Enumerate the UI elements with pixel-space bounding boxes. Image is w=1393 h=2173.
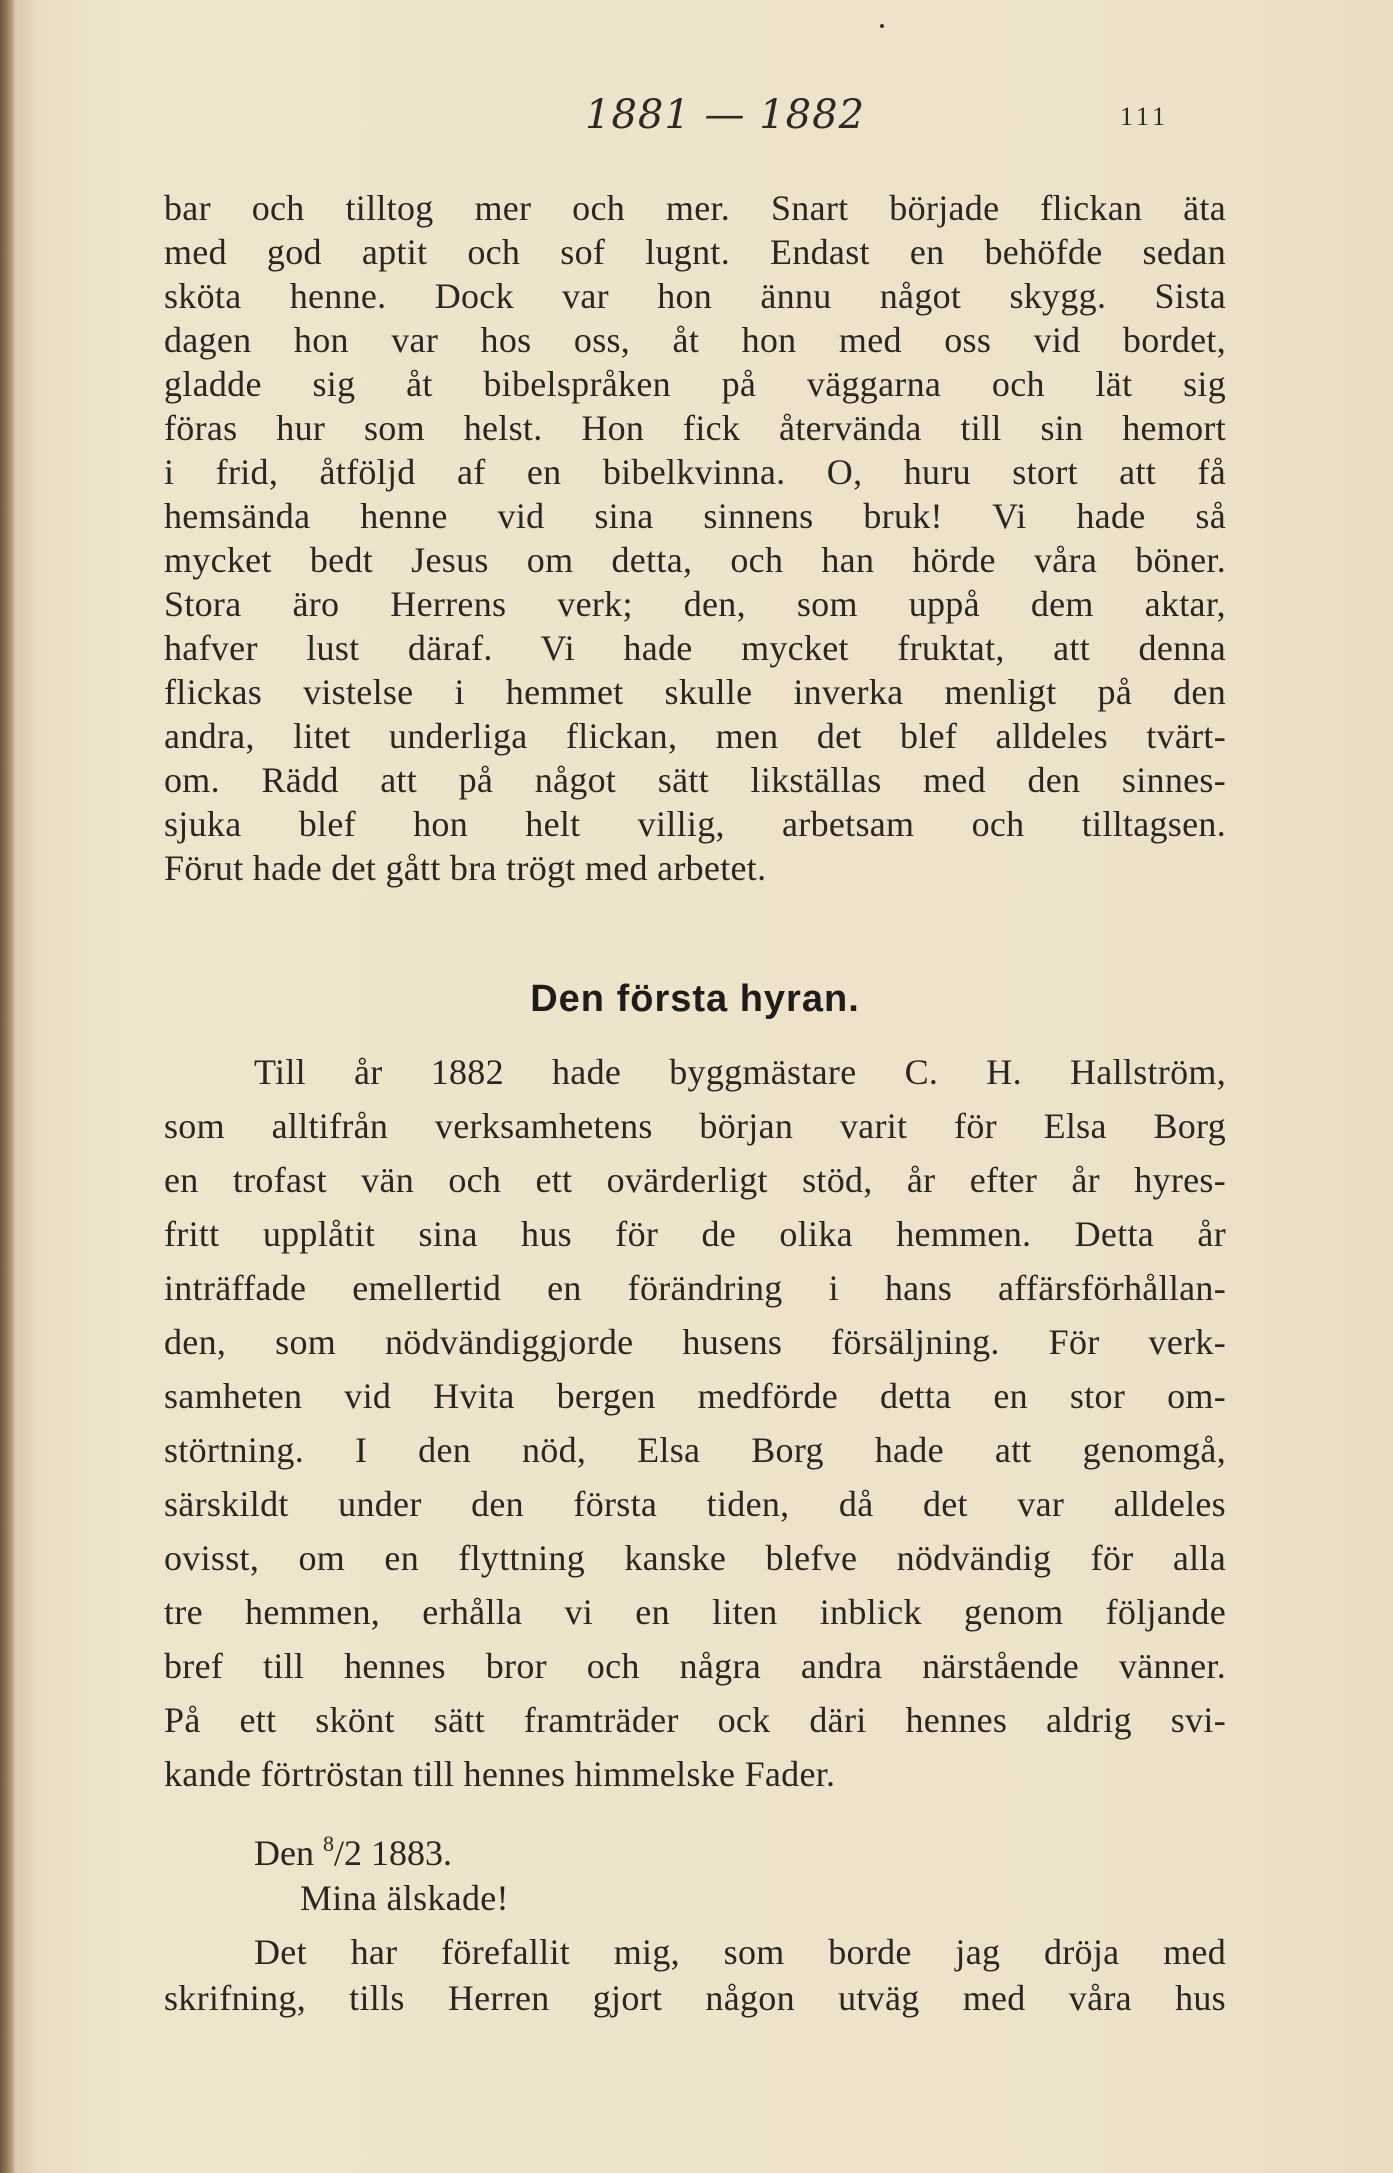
text-line: tre hemmen, erhålla vi en liten inblick genom följande [164,1592,1226,1632]
text-line: hemsända henne vid sina sinnens bruk! Vi hade så [164,496,1226,536]
paper-speck [880,24,884,28]
letter-date [254,1822,452,1875]
text-line: särskildt under den första tiden, då det var alldeles [164,1484,1226,1524]
text-line: störtning. I den nöd, Elsa Borg hade att genomgå, [164,1430,1226,1470]
text-line: andra, litet underliga flickan, men det blef alldeles tvärt- [164,716,1226,756]
text-line: fritt upplåtit sina hus för de olika hemmen. Detta år [164,1214,1226,1254]
text-line: sjuka blef hon helt villig, arbetsam och tilltagsen. [164,804,1226,844]
text-line: dagen hon var hos oss, åt hon med oss vid bordet, [164,320,1226,360]
text-line: kande förtröstan till hennes himmelske Fader. [164,1754,836,1794]
text-line: Till år 1882 hade byggmästare C. H. Hallström, [254,1052,1226,1092]
text-line: bar och tilltog mer och mer. Snart började flickan äta [164,188,1226,228]
text-line: hafver lust däraf. Vi hade mycket fruktat, att denna [164,628,1226,668]
handwritten-years-annotation: 1881 — 1882 [585,92,866,138]
letter-date-rest: /2 1883. [333,1833,452,1873]
text-line: inträffade emellertid en förändring i hans affärsförhållan- [164,1268,1226,1308]
text-line: den, som nödvändiggjorde husens försäljning. För verk- [164,1322,1226,1362]
text-line: om. Rädd att på något sätt likställas med den sinnes- [164,760,1226,800]
text-line: som alltifrån verksamhetens början varit för Elsa Borg [164,1106,1226,1146]
letter-salutation: Mina älskade! [300,1878,509,1918]
text-line: gladde sig åt bibelspråken på väggarna och lät sig [164,364,1226,404]
book-spine-shadow [0,0,14,2173]
text-line: med god aptit och sof lugnt. Endast en behöfde sedan [164,232,1226,272]
text-line: På ett skönt sätt framträder ock däri hennes aldrig svi- [164,1700,1226,1740]
letter-date-numerator: 8 [322,1831,334,1856]
text-line: Stora äro Herrens verk; den, som uppå dem aktar, [164,584,1226,624]
text-line: ovisst, om en flyttning kanske blefve nödvändig för alla [164,1538,1226,1578]
text-line: flickas vistelse i hemmet skulle inverka menligt på den [164,672,1226,712]
text-line: en trofast vän och ett ovärderligt stöd, år efter år hyres- [164,1160,1226,1200]
page-number: 111 [1120,102,1170,131]
text-line: Förut hade det gått bra trögt med arbetet. [164,848,767,888]
text-line: mycket bedt Jesus om detta, och han hörde våra böner. [164,540,1226,580]
text-line: skrifning, tills Herren gjort någon utväg med våra hus [164,1978,1226,2018]
section-heading: Den första hyran. [530,978,860,1020]
text-line: föras hur som helst. Hon fick återvända till sin hemort [164,408,1226,448]
text-line: samheten vid Hvita bergen medförde detta en stor om- [164,1376,1226,1416]
letter-date-prefix: Den [254,1833,314,1873]
text-line: sköta henne. Dock var hon ännu något skygg. Sista [164,276,1226,316]
text-line: Det har förefallit mig, som borde jag dröja med [254,1932,1226,1972]
text-line: bref till hennes bror och några andra närstående vänner. [164,1646,1226,1686]
text-line: i frid, åtföljd af en bibelkvinna. O, huru stort att få [164,452,1226,492]
